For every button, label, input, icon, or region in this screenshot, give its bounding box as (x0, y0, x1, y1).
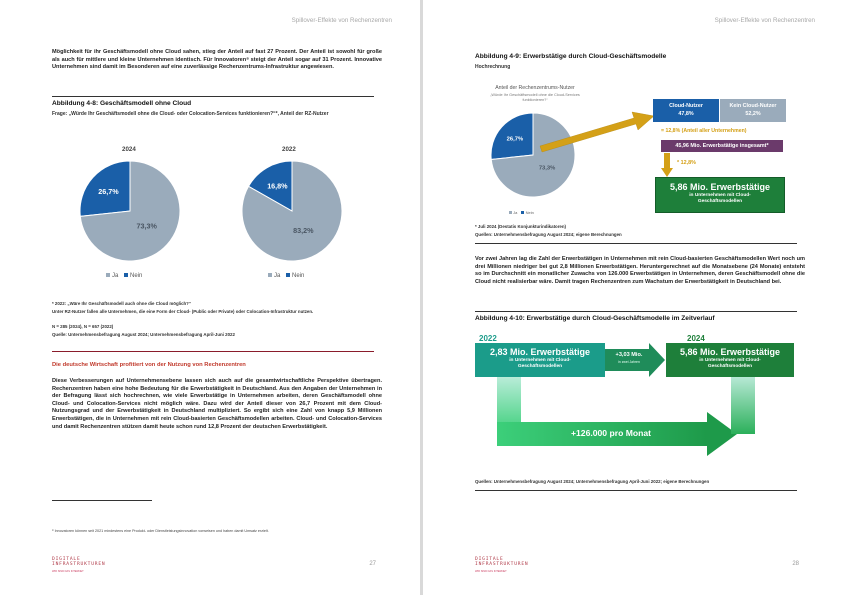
monthly-growth: +126.000 pro Monat (571, 428, 651, 438)
left-page (0, 0, 420, 595)
no-cloud-users-label: Kein Cloud-Nutzer (729, 103, 777, 109)
box-2022-big: 2,83 Mio. Erwerbstätige (489, 347, 591, 357)
logo-slogan: WIR SIND DAS INTERNET (52, 569, 84, 573)
section-paragraph: Diese Verbesserungen auf Unternehmensebene lassen sich auch auf die gesamtwirtschaftliche Perspektive übertragen. Rechenzentren haben eine hohe Bedeutung für die Erwerbstätigkeit in Deutschland. Aus den Angaben der Unternehmen in der Befragung lässt sich hochrechnen, wie viele Erwerbstätige in Unternehmen arbeiten, deren Geschäftsmodell ohne Cloud- und Colocation-Services nicht möglich wäre. Dazu wird der Anteil dieser von 26,7 Prozent mit dem Cloud-Nutzungsgrad und der Erwerbstätigkeit in Deutschland multipliziert. So ergibt sich eine Zahl von knapp 5,9 Millionen Erwerbstätigen, die in Unternehmen mit rein Cloud-basierten Geschäftsmodellen arbeiten. Cloud- und Colocation-Services und damit Rechenzentren stützen damit heute schon rund 12,8 Prozent der deutschen Erwerbstätigkeit. (52, 378, 382, 430)
legend-ja-swatch (509, 211, 512, 214)
pie-rz-legend (509, 210, 534, 215)
box-2022-small: in Unternehmen mit Cloud-Geschäftsmodellen (509, 358, 571, 370)
total-employed-box: 45,96 Mio. Erwerbstätige insgesamt* (661, 140, 783, 152)
result-box (655, 177, 785, 213)
legend-ja-swatch (106, 273, 110, 277)
legend-ja-swatch (268, 273, 272, 277)
section-divider (52, 351, 374, 352)
figure-4-9-sub: Hochrechnung (475, 64, 511, 70)
year-2022-label: 2022 (479, 334, 497, 343)
pie-label-ja: 73,3% (136, 221, 157, 231)
figure-4-10-title: Abbildung 4-10: Erwerbstätige durch Cloud-Geschäftsmodelle im Zeitverlauf (475, 315, 715, 322)
legend-nein-swatch (521, 211, 524, 214)
note-sample-size: N = 285 (2024), N = 657 (2022) (52, 324, 114, 329)
pie-2022-year: 2022 (282, 146, 296, 153)
section-heading: Die deutsche Wirtschaft profitiert von der Nutzung von Rechenzentren (52, 362, 246, 368)
cloud-users-value: 47,8% (678, 111, 694, 117)
figure-bottom-rule (475, 243, 797, 244)
legend-nein-label: Nein (292, 273, 305, 279)
share-all-companies: = 12,8% (Anteil aller Unternehmen) (661, 128, 747, 134)
right-page (423, 0, 843, 595)
note-2022-question: * 2022: „Wäre Ihr Geschäftsmodell auch ohne die Cloud möglich?“ (52, 301, 192, 306)
pie-2022-legend (264, 273, 304, 279)
logo-line-1: DIGITALE (475, 557, 504, 562)
pie-label-nein: 16,8% (267, 181, 288, 191)
box-2024-small: in Unternehmen mit Cloud-Geschäftsmodellen (699, 358, 761, 370)
times-share: * 12,8% (677, 160, 696, 166)
legend-ja-label: Ja (513, 210, 518, 215)
logo (475, 557, 529, 573)
footnote-rule (52, 500, 152, 501)
logo-slogan: WIR SIND DAS INTERNET (475, 569, 507, 573)
legend-ja-label: Ja (112, 273, 119, 279)
pie-label-ja: 73,3% (538, 165, 556, 172)
result-small: in Unternehmen mit Cloud-Geschäftsmodellen (689, 193, 751, 205)
legend-ja-label: Ja (274, 273, 281, 279)
figure-4-8-title: Abbildung 4-8: Geschäftsmodell ohne Cloud (52, 100, 192, 107)
legend-nein-label: Nein (130, 273, 143, 279)
year-2024-label: 2024 (687, 334, 705, 343)
note-source: Quelle: Unternehmensbefragung August 2024; Unternehmensbefragung April-Juni 2022 (52, 332, 235, 337)
down-arrow-icon (661, 153, 673, 177)
figure-4-9-title: Abbildung 4-9: Erwerbstätige durch Cloud-Geschäftsmodelle (475, 53, 667, 60)
legend-nein-label: Nein (525, 210, 534, 215)
note-july: * Juli 2024 (Destatis Konjunkturindikatoren) (475, 224, 567, 229)
running-head: Spillover-Effekte von Rechenzentren (714, 17, 815, 24)
pie-chart-2022 (232, 156, 352, 266)
note-rz-users: Unter RZ-Nutzer fallen alle Unternehmen, die eine Form der Cloud- (Public oder Private) oder Colocation-Infrastruktur nutzen. (52, 309, 314, 314)
pie-label-ja: 83,2% (293, 225, 314, 235)
logo-line-2: INFRASTRUKTUREN (52, 562, 106, 568)
cloud-users-label: Cloud-Nutzer (669, 103, 703, 109)
pie-question: „Würde Ihr Geschäftsmodell ohne die Cloud-Services funktionieren?“ (490, 93, 580, 102)
footnote: ⁸ Innovatoren können seit 2021 mindestens eine Produkt- oder Dienstleistungsinnovation vorweisen und haben damit Umsatz erzielt. (52, 529, 269, 533)
box-2022 (475, 343, 605, 377)
box-2024 (666, 343, 794, 377)
logo-line-2: INFRASTRUKTUREN (475, 562, 529, 568)
box-2024-big: 5,86 Mio. Erwerbstätige (679, 347, 781, 357)
pie-2024-legend (102, 273, 142, 279)
figure-top-rule (52, 96, 374, 97)
pie-chart-2024 (70, 156, 190, 266)
no-cloud-users-box (720, 99, 786, 122)
legend-nein-swatch (286, 273, 290, 277)
result-big: 5,86 Mio. Erwerbstätige (669, 182, 771, 192)
figure-top-rule (475, 311, 797, 312)
page-number: 28 (792, 561, 799, 567)
logo (52, 557, 106, 573)
logo-line-1: DIGITALE (52, 557, 81, 562)
figure-4-8-question: Frage: „Würde Ihr Geschäftsmodell ohne die Cloud- oder Colocation-Services funktionieren?“*, Anteil der RZ-Nutzer (52, 111, 329, 117)
page-number: 27 (369, 561, 376, 567)
note-source: Quellen: Unternehmensbefragung August 2024; eigene Berechnungen (475, 232, 622, 237)
growth-small: in zwei Jahren (618, 360, 640, 364)
legend-nein-swatch (124, 273, 128, 277)
pie-caption: Anteil der Rechenzentrums-Nutzer (495, 85, 575, 91)
no-cloud-users-value: 52,2% (745, 111, 761, 117)
figure-4-10-source: Quellen: Unternehmensbefragung August 2024; Unternehmensbefragung April-Juni 2022; eigene Berechnungen (475, 479, 710, 484)
growth-big: +3,03 Mio. (615, 352, 643, 358)
body-paragraph: Vor zwei Jahren lag die Zahl der Erwerbstätigen in Unternehmen mit rein Cloud-basierten Geschäftsmodellen Wert noch um drei Millionen niedriger bei gut 2,8 Millionen Erwerbstätigen. Heruntergerechnet auf die Monatsebene (24 Monate) entsteht so im Durchschnitt ein monatlicher Zuwachs von 126.000 Erwerbstätigen in Unternehmen, deren Geschäftsmodell ohne die Cloud nicht realisierbar wäre. Damit tragen Rechenzentren zum Wachstum der Erwerbstätigkeit in Deutschland bei. (475, 256, 805, 285)
figure-4-10-bottom-rule (475, 490, 797, 491)
pie-2024-year: 2024 (122, 146, 136, 153)
gold-arrow (538, 108, 658, 153)
intro-paragraph: Möglichkeit für ihr Geschäftsmodell ohne Cloud sahen, stieg der Anteil auf fast 27 Prozent. Der Anteil ist sowohl für große als auch für mittlere und kleine Unternehmen identisch. Für Innovatoren⁸ steigt der Anteil sogar auf 31 Prozent. Innovative Unternehmen sind damit im Besonderen auf eine zuverlässige Rechenzentrums-Infrastruktur angewiesen. (52, 49, 382, 71)
running-head: Spillover-Effekte von Rechenzentren (291, 17, 392, 24)
cloud-users-box (653, 99, 719, 122)
pie-label-nein: 26,7% (506, 136, 524, 143)
pie-label-nein: 26,7% (98, 187, 119, 197)
